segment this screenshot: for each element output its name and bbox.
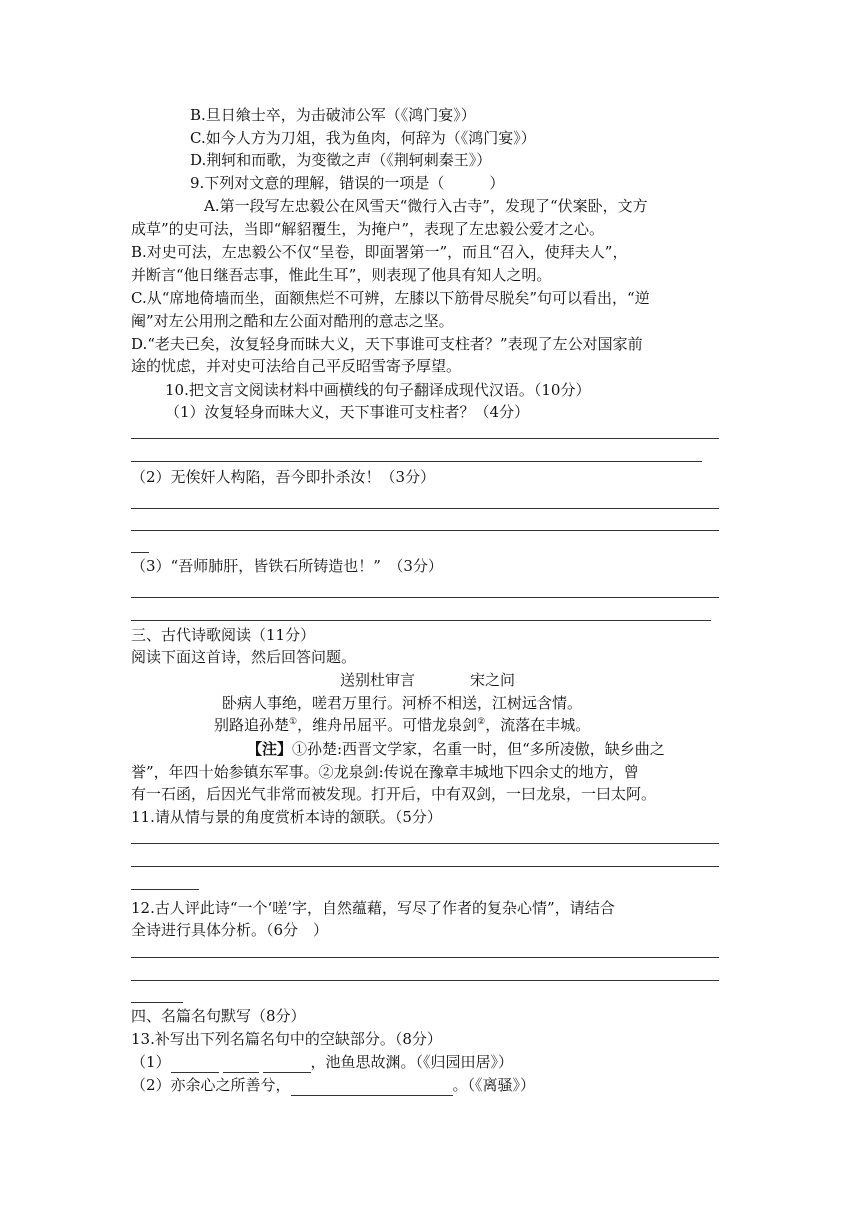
answer-line[interactable] (131, 508, 719, 509)
poem-author: 宋之问 (470, 671, 516, 689)
q13-stem: 13.补写出下列名篇名句中的空缺部分。（8分） (131, 1030, 442, 1048)
footnote-ref-2: ② (477, 717, 486, 727)
q9-option-b-line1: B.对史可法，左忠毅公不仅“呈卷，即面署第一”，而且“召入，使拜夫人”， (131, 243, 628, 261)
answer-line[interactable] (131, 1002, 183, 1003)
answer-line[interactable] (131, 620, 711, 621)
answer-line[interactable] (131, 866, 719, 867)
q9-option-d-line1: D.“老夫已矣，汝复轻身而昧大义，天下事谁可支柱者？”表现了左公对国家前 (131, 335, 643, 353)
answer-line[interactable] (131, 597, 719, 598)
q8-option-b: B.旦日飨士卒，为击破沛公军（《鸿门宴》） (190, 106, 476, 124)
q9-option-a-line2: 成草”的史可法，当即“解貂覆生，为掩户”，表现了左忠毅公爱才之心。 (131, 220, 605, 238)
q9-option-c-line2: 阉”对左公用刑之酷和左公面对酷刑的意志之坚。 (131, 312, 454, 330)
q8-option-d: D.荆轲和而歌，为变徵之声（《荆轲刺秦王》） (190, 151, 492, 169)
answer-line[interactable] (131, 438, 719, 439)
q11-stem: 11.请从情与景的角度赏析本诗的颔联。（5分） (131, 808, 442, 826)
q12-line2: 全诗进行具体分析。（6分 ） (131, 921, 329, 939)
poem-note-line1: 【注】①孙楚:西晋文学家，名重一时，但“多所凌傲，缺乡曲之 (247, 740, 665, 758)
q9-option-d-line2: 途的忧虑，并对史可法给自己平反昭雪寄予厚望。 (131, 357, 462, 375)
footnote-ref-1: ① (289, 717, 298, 727)
note-label: 【注】 (247, 740, 293, 758)
answer-line[interactable] (131, 461, 702, 462)
q12-line1: 12.古人评此诗“一个‘嗟’字，自然蕴藉，写尽了作者的复杂心情”，请结合 (131, 899, 615, 917)
answer-line[interactable] (131, 957, 719, 958)
q10-stem: 10.把文言文阅读材料中画横线的句子翻译成现代汉语。（10分） (165, 381, 591, 399)
fill-blank[interactable] (263, 1056, 311, 1073)
q8-option-c: C.如今人方为刀俎，我为鱼肉，何辞为（《鸿门宴》） (190, 129, 536, 147)
section4-heading: 四、名篇名句默写（8分） (131, 1007, 306, 1025)
poem-line2: 别路追孙楚①，维舟吊屈平。可惜龙泉剑②，流落在丰城。 (214, 716, 591, 734)
q9-stem: 9.下列对文意的理解，错误的一项是（ ） (190, 174, 505, 192)
section3-heading: 三、古代诗歌阅读（11分） (131, 626, 316, 644)
poem-note-line3: 有一石函，后因光气非常而被发现。打开后，中有双剑，一曰龙泉，一曰太阿。 (131, 785, 657, 803)
answer-line[interactable] (131, 980, 719, 981)
poem-note-line2: 誉”，年四十始参镇东军事。②龙泉剑:传说在豫章丰城地下四余丈的地方，曾 (131, 763, 639, 781)
fill-blank[interactable] (171, 1056, 219, 1073)
poem-line1: 卧病人事绝，嗟君万里行。河桥不相送，江树远含情。 (222, 694, 583, 712)
q13-item1: （1） ，池鱼思故渊。（《归园田居》） (131, 1053, 514, 1071)
q9-option-c-line1: C.从“席地倚墙而坐，面额焦烂不可辨，左膝以下筋骨尽脱矣”句可以看出，“逆 (131, 289, 650, 307)
q10-sub2: （2）无俟奸人构陷，吾今即扑杀汝！（3分） (131, 468, 436, 486)
q9-option-b-line2: 并断言“他日继吾志事，惟此生耳”，则表现了他具有知人之明。 (131, 266, 552, 284)
answer-line[interactable] (131, 843, 719, 844)
q9-option-a-line1: A.第一段写左忠毅公在风雪天“微行入古寺”，发现了“伏案卧，文方 (204, 197, 648, 215)
q13-item2: （2）亦余心之所善兮， 。（《离骚》） (131, 1076, 536, 1094)
fill-blank[interactable] (223, 1056, 259, 1073)
answer-line[interactable] (131, 889, 199, 890)
answer-line[interactable] (131, 530, 719, 531)
poem-title: 送别杜审言 (340, 671, 416, 689)
q10-sub1: （1）汝复轻身而昧大义，天下事谁可支柱者？（4分） (165, 403, 530, 421)
section3-instruction: 阅读下面这首诗，然后回答问题。 (131, 648, 357, 666)
q10-sub3: （3）“吾师肺肝，皆铁石所铸造也！” （3分） (131, 557, 443, 575)
fill-blank[interactable] (291, 1079, 453, 1096)
answer-line[interactable] (131, 552, 149, 553)
